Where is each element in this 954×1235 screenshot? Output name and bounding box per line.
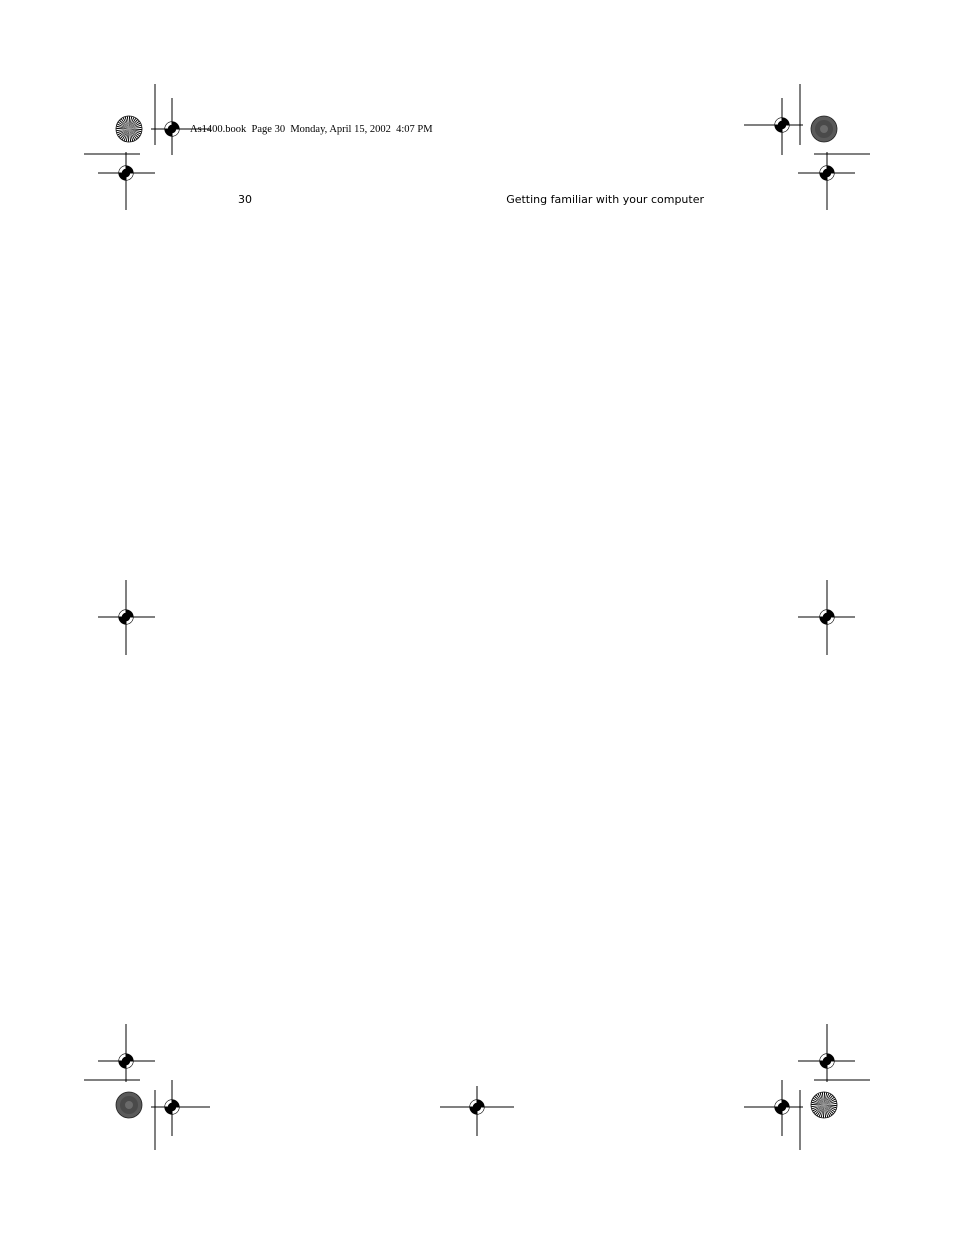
print-slug-line: As1400.book Page 30 Monday, April 15, 2002 4:07 PM: [190, 124, 433, 135]
starburst-target-top-left: [116, 116, 142, 142]
starburst-target-bottom-right: [811, 1092, 837, 1118]
running-header-title: Getting familiar with your computer: [506, 193, 704, 206]
page-number: 30: [238, 193, 252, 206]
halftone-target-bottom-left: [116, 1092, 142, 1118]
halftone-target-top-right: [811, 116, 837, 142]
crop-lines: [84, 84, 870, 1150]
